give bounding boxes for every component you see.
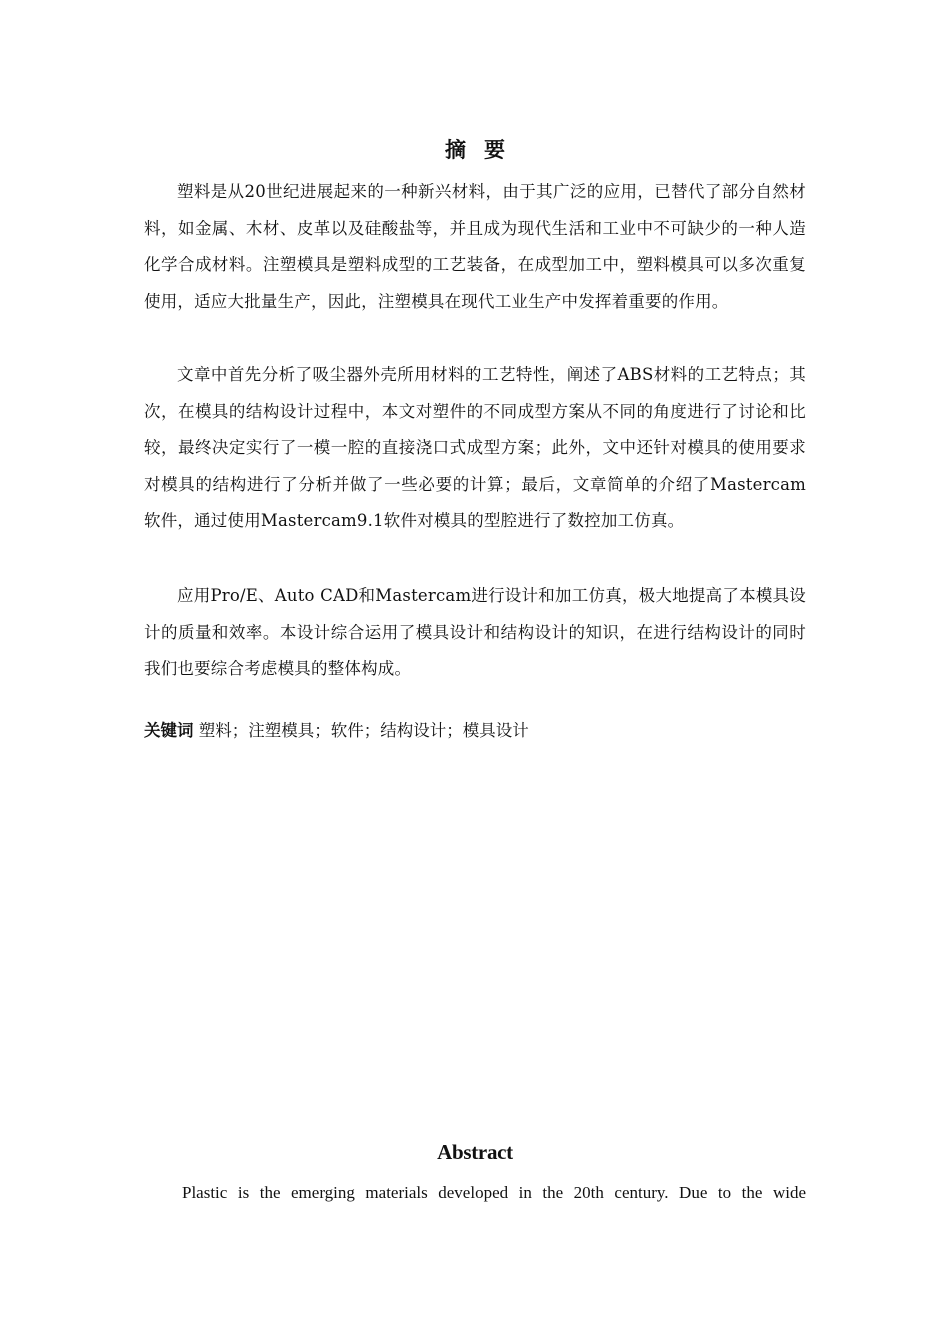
english-abstract-first-line: Plastic is the emerging materials developed in the 20th century. Due to the wide bbox=[182, 1183, 806, 1202]
chinese-abstract-paragraph-1: 塑料是从20世纪进展起来的一种新兴材料，由于其广泛的应用，已替代了部分自然材料，如金属、木材、皮革以及硅酸盐等，并且成为现代生活和工业中不可缺少的一种人造化学合成材料。注塑模具是塑料成型的工艺装备，在成型加工中，塑料模具可以多次重复使用，适应大批量生产，因此，注塑模具在现代工业生产中发挥着重要的作用。 bbox=[144, 182, 806, 311]
keywords-line bbox=[144, 716, 806, 746]
keywords-list: 塑料；注塑模具；软件；结构设计；模具设计 bbox=[198, 721, 529, 740]
chinese-abstract-paragraph-3: 应用Pro/E、Auto CAD和Mastercam进行设计和加工仿真，极大地提高了本模具设计的质量和效率。本设计综合运用了模具设计和结构设计的知识，在进行结构设计的同时我们也要综合考虑模具的整体构成。 bbox=[144, 586, 806, 679]
keywords-label: 关键词 bbox=[144, 721, 194, 740]
chinese-abstract-title: 摘要 bbox=[445, 138, 523, 162]
english-abstract-title: Abstract bbox=[437, 1140, 513, 1164]
chinese-abstract-paragraph-2: 文章中首先分析了吸尘器外壳所用材料的工艺特性，阐述了ABS材料的工艺特点；其次，在模具的结构设计过程中，本文对塑件的不同成型方案从不同的角度进行了讨论和比较，最终决定实行了一模一腔的直接浇口式成型方案；此外，文中还针对模具的使用要求对模具的结构进行了分析并做了一些必要的计算；最后，文章简单的介绍了Mastercam软件，通过使用Mastercam9.1软件对模具的型腔进行了数控加工仿真。 bbox=[144, 365, 806, 531]
